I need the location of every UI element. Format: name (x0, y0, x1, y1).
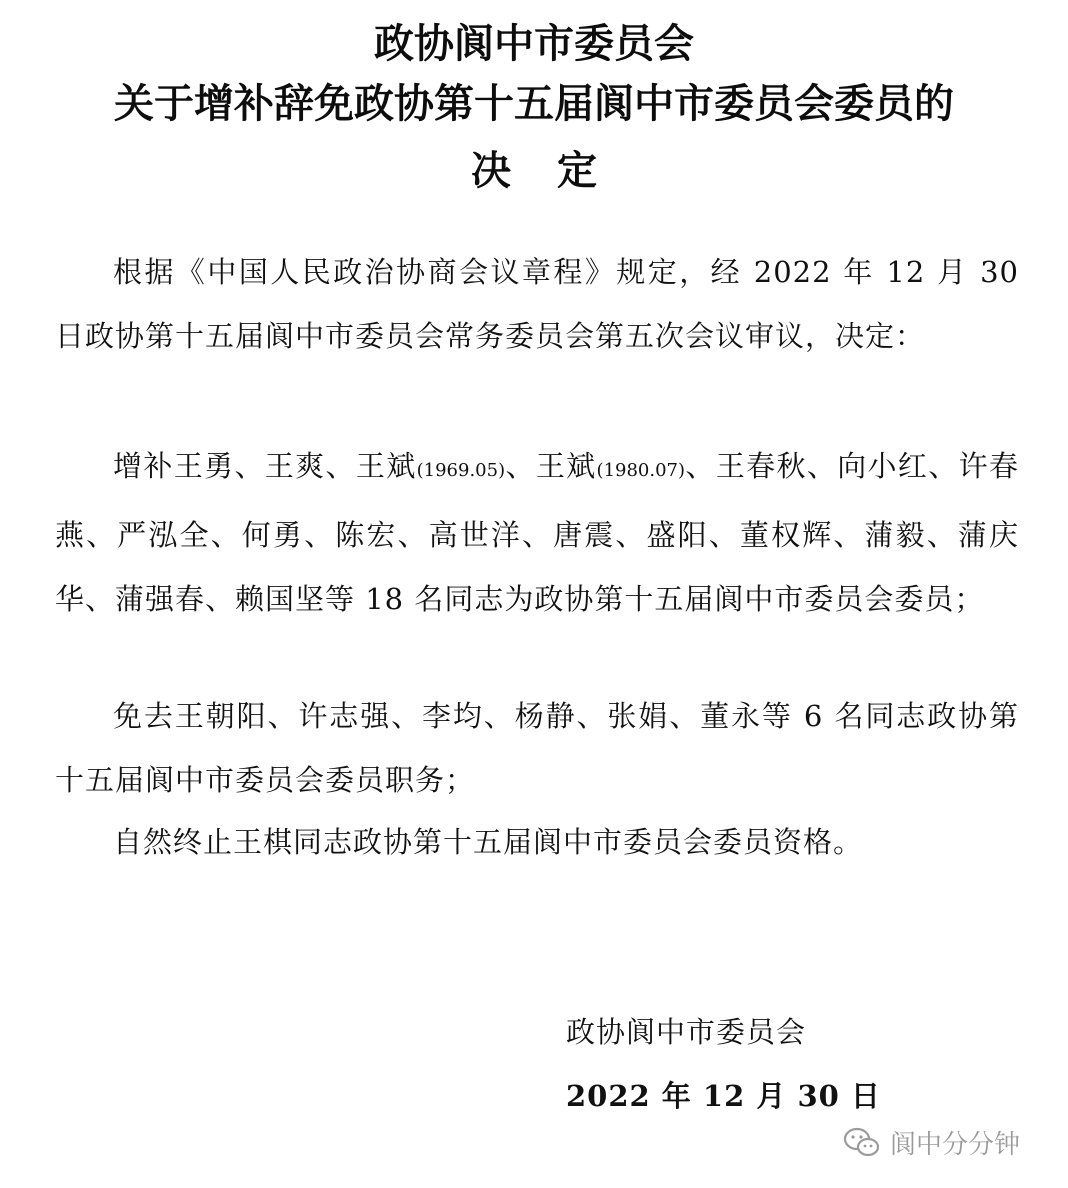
document-title-line-2: 关于增补辞免政协第十五届阆中市委员会委员的 (114, 81, 954, 127)
watermark (842, 1122, 1020, 1162)
signature-organization: 政协阆中市委员会 (566, 1015, 807, 1049)
paragraph-removals: 免去王朝阳、许志强、李均、杨静、张娟、董永等 6 名同志政协第十五届阆中市委员会委员职务； (55, 699, 1019, 797)
birth-date-b: (1980.07) (596, 460, 686, 481)
watermark-text: 阆中分分钟 (890, 1129, 1021, 1160)
signature-date: 2022 年 12 月 30 日 (566, 1079, 881, 1113)
paragraph-basis: 根据《中国人民政治协商会议章程》规定，经 2022 年 12 月 30 日政协第十五届阆中市委员会常务委员会第五次会议审议，决定： (55, 255, 1019, 353)
additions-text-a: 增补王勇、王爽、王斌 (113, 449, 417, 483)
paragraph-additions (55, 434, 1019, 631)
wechat-icon (842, 1126, 882, 1158)
paragraph-termination: 自然终止王棋同志政协第十五届阆中市委员会委员资格。 (113, 825, 864, 859)
birth-date-a: (1969.05) (416, 460, 506, 481)
document-title-line-1: 政协阆中市委员会 (374, 21, 694, 67)
additions-text-c: 、王春秋、向小红、许春燕、严泓全、何勇、陈宏、高世洋、唐震、盛阳、董权辉、蒲毅、蒲庆华、蒲强春、赖国坚等 18 名同志为政协第十五届阆中市委员会委员； (55, 449, 1019, 616)
document-title-line-3: 决定 (471, 148, 643, 194)
additions-text-b: 、王斌 (505, 449, 597, 483)
